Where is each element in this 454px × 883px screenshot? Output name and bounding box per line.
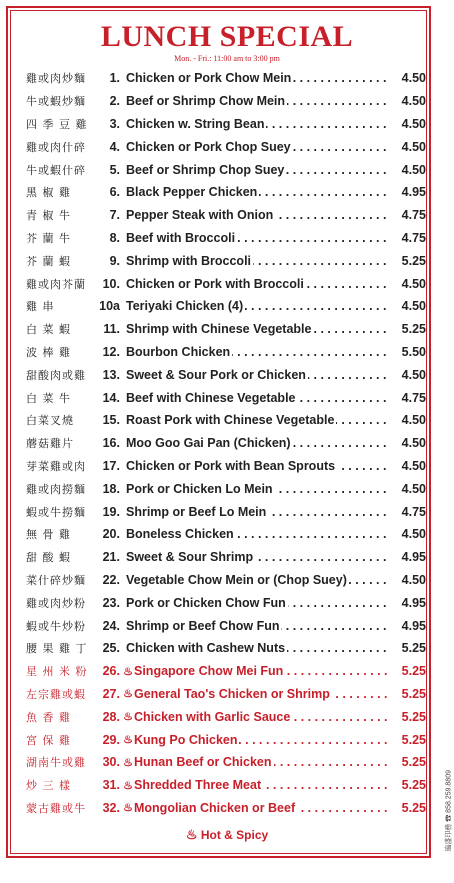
item-price: 5.25 xyxy=(401,322,426,337)
item-chinese-name: 湖南牛或雞 xyxy=(26,756,86,770)
item-name-text: Pork or Chicken Lo Mein xyxy=(126,481,273,496)
item-name xyxy=(126,94,388,108)
item-number: 19. xyxy=(102,504,120,519)
item-chinese-name: 魚 香 雞 xyxy=(26,710,71,724)
item-name-text: Chicken or Pork with Broccoli xyxy=(126,276,304,291)
item-name xyxy=(126,185,388,199)
item-price: 4.50 xyxy=(401,139,426,154)
legend xyxy=(0,827,454,843)
item-price: 5.25 xyxy=(401,686,426,701)
menu-item xyxy=(26,249,426,272)
item-number: 23. xyxy=(102,595,120,610)
item-chinese-name: 蒙古雞或牛 xyxy=(26,801,86,815)
item-price: 5.25 xyxy=(401,778,426,793)
item-name-text: Boneless Chicken xyxy=(126,527,234,542)
item-name xyxy=(126,117,388,131)
item-name xyxy=(126,619,388,633)
menu-item xyxy=(26,158,426,181)
item-name xyxy=(134,664,388,678)
item-price: 5.25 xyxy=(401,664,426,679)
hot-spicy-icon: ♨ xyxy=(123,756,133,769)
item-chinese-name: 四 季 豆 雞 xyxy=(26,117,88,131)
menu-item xyxy=(26,113,426,136)
hot-spicy-icon: ♨ xyxy=(185,827,198,842)
item-price: 5.25 xyxy=(401,709,426,724)
hot-spicy-icon: ♨ xyxy=(123,802,133,815)
item-chinese-name: 黑 椒 雞 xyxy=(26,186,71,200)
legend-label: Hot & Spicy xyxy=(200,828,269,842)
item-number: 17. xyxy=(102,458,120,473)
item-name-text: Chicken with Garlic Sauce xyxy=(134,709,291,724)
item-number: 10a xyxy=(99,299,120,314)
menu-item xyxy=(26,295,426,318)
item-price: 4.50 xyxy=(401,71,426,86)
menu-item xyxy=(26,386,426,409)
item-name xyxy=(126,527,388,541)
item-chinese-name: 芽菜雞或肉 xyxy=(26,459,86,473)
menu-item xyxy=(26,341,426,364)
item-number: 5. xyxy=(109,162,120,177)
item-chinese-name: 炒 三 樣 xyxy=(26,779,71,793)
item-name-text: General Tao's Chicken or Shrimp xyxy=(134,686,330,701)
item-name xyxy=(126,641,388,655)
item-number: 16. xyxy=(102,436,120,451)
item-name xyxy=(134,778,388,792)
page-title: LUNCH SPECIAL xyxy=(100,20,354,53)
item-chinese-name: 波 棒 雞 xyxy=(26,345,71,359)
item-chinese-name: 青 椒 牛 xyxy=(26,209,71,223)
item-name xyxy=(126,368,388,382)
item-chinese-name: 左宗雞或蝦 xyxy=(26,687,86,701)
item-price: 4.50 xyxy=(401,436,426,451)
item-number: 4. xyxy=(109,139,120,154)
item-name xyxy=(126,596,388,610)
item-price: 4.95 xyxy=(401,595,426,610)
item-chinese-name: 雞或肉炒粉 xyxy=(26,596,86,610)
item-price: 4.50 xyxy=(401,481,426,496)
item-price: 4.50 xyxy=(401,116,426,131)
item-name xyxy=(126,459,388,473)
menu-item xyxy=(26,751,426,774)
item-number: 31. xyxy=(102,778,120,793)
menu-item xyxy=(26,432,426,455)
item-name xyxy=(126,345,388,359)
item-price: 5.25 xyxy=(401,253,426,268)
item-price: 4.50 xyxy=(401,527,426,542)
menu-item xyxy=(26,637,426,660)
item-chinese-name: 雞或肉芥蘭 xyxy=(26,277,86,291)
menu-item xyxy=(26,227,426,250)
item-number: 7. xyxy=(109,208,120,223)
item-chinese-name: 雞 串 xyxy=(26,300,55,314)
menu-item xyxy=(26,363,426,386)
item-price: 4.75 xyxy=(401,390,426,405)
item-chinese-name: 甜 酸 蝦 xyxy=(26,551,71,565)
item-name xyxy=(126,277,388,291)
menu-item xyxy=(26,455,426,478)
item-number: 2. xyxy=(109,94,120,109)
item-price: 5.25 xyxy=(401,755,426,770)
menu-item xyxy=(26,705,426,728)
menu-item xyxy=(26,67,426,90)
item-name-text: Chicken or Pork Chow Mein xyxy=(126,71,292,86)
item-price: 4.50 xyxy=(401,458,426,473)
item-chinese-name: 無 骨 雞 xyxy=(26,528,71,542)
item-name-text: Beef or Shrimp Chow Mein xyxy=(126,94,286,109)
hours-text: Mon. - Fri.: 11:00 am to 3:00 pm xyxy=(174,54,280,63)
item-chinese-name: 蝦或牛炒粉 xyxy=(26,619,86,633)
item-number: 14. xyxy=(102,390,120,405)
item-number: 13. xyxy=(102,367,120,382)
hot-spicy-icon: ♨ xyxy=(123,779,133,792)
item-name-text: Shredded Three Meat xyxy=(134,778,262,793)
item-price: 4.95 xyxy=(401,618,426,633)
item-name-text: Singapore Chow Mei Fun xyxy=(134,664,284,679)
item-name xyxy=(126,505,388,519)
hot-spicy-icon: ♨ xyxy=(123,688,133,701)
item-number: 15. xyxy=(102,413,120,428)
item-name xyxy=(126,436,388,450)
item-number: 8. xyxy=(109,230,120,245)
item-price: 5.25 xyxy=(401,800,426,815)
menu-list xyxy=(26,67,426,819)
item-name xyxy=(126,482,388,496)
printer-note: 遍盛印務 ☎ 858.259.8809 xyxy=(446,770,453,852)
item-number: 26. xyxy=(102,664,120,679)
item-chinese-name: 牛或蝦炒麵 xyxy=(26,95,86,109)
item-price: 4.50 xyxy=(401,299,426,314)
item-price: 4.75 xyxy=(401,208,426,223)
item-name xyxy=(134,733,388,747)
item-price: 4.50 xyxy=(401,572,426,587)
item-name-text: Moo Goo Gai Pan (Chicken) xyxy=(126,436,291,451)
menu-item xyxy=(26,591,426,614)
item-price: 4.50 xyxy=(401,162,426,177)
item-chinese-name: 白菜叉燒 xyxy=(26,414,74,428)
menu-item xyxy=(26,569,426,592)
item-name-text: Chicken or Pork Chop Suey xyxy=(126,139,291,154)
item-chinese-name: 蘑菇雞片 xyxy=(26,437,74,451)
item-chinese-name: 雞或肉什碎 xyxy=(26,140,86,154)
item-number: 1. xyxy=(109,71,120,86)
hot-spicy-icon: ♨ xyxy=(123,734,133,746)
item-name-text: Mongolian Chicken or Beef xyxy=(134,800,296,815)
item-price: 5.25 xyxy=(401,641,426,656)
item-name xyxy=(126,573,388,587)
menu-item xyxy=(26,477,426,500)
item-name-text: Sweet & Sour Pork or Chicken xyxy=(126,367,306,382)
item-name-text: Pork or Chicken Chow Fun xyxy=(126,595,286,610)
item-chinese-name: 星 州 米 粉 xyxy=(26,665,88,679)
item-name-text: Sweet & Sour Shrimp xyxy=(126,550,254,565)
item-price: 5.25 xyxy=(401,732,426,747)
item-number: 24. xyxy=(102,618,120,633)
hot-spicy-icon: ♨ xyxy=(123,665,133,678)
item-price: 4.50 xyxy=(401,367,426,382)
item-chinese-name: 蝦或牛撈麵 xyxy=(26,505,86,519)
item-chinese-name: 白 菜 牛 xyxy=(26,391,71,405)
item-price: 4.95 xyxy=(401,550,426,565)
menu-item xyxy=(26,272,426,295)
item-price: 4.75 xyxy=(401,230,426,245)
menu-item xyxy=(26,90,426,113)
item-name xyxy=(126,140,388,154)
item-number: 9. xyxy=(109,253,120,268)
item-name-text: Shrimp or Beef Chow Fun xyxy=(126,618,280,633)
menu-item xyxy=(26,409,426,432)
item-chinese-name: 雞或肉撈麵 xyxy=(26,482,86,496)
menu-item xyxy=(26,500,426,523)
menu-item xyxy=(26,797,426,820)
menu-item xyxy=(26,683,426,706)
item-chinese-name: 牛或蝦什碎 xyxy=(26,163,86,177)
item-name xyxy=(134,755,388,769)
item-name xyxy=(126,231,388,245)
item-chinese-name: 芥 蘭 牛 xyxy=(26,231,71,245)
item-price: 4.95 xyxy=(401,185,426,200)
item-name xyxy=(126,391,388,405)
item-name xyxy=(126,208,388,222)
item-name-text: Beef with Chinese Vegetable xyxy=(126,390,296,405)
menu-item xyxy=(26,135,426,158)
menu-item xyxy=(26,546,426,569)
item-chinese-name: 宮 保 雞 xyxy=(26,733,71,747)
menu-item xyxy=(26,660,426,683)
item-chinese-name: 腰 果 雞 丁 xyxy=(26,642,88,656)
menu-item xyxy=(26,204,426,227)
item-price: 4.50 xyxy=(401,413,426,428)
menu-item xyxy=(26,774,426,797)
item-number: 22. xyxy=(102,572,120,587)
item-name-text: Hunan Beef or Chicken xyxy=(134,755,272,770)
item-number: 25. xyxy=(102,641,120,656)
item-name-text: Chicken w. String Bean xyxy=(126,116,265,131)
item-number: 27. xyxy=(102,686,120,701)
item-name xyxy=(126,322,388,336)
menu-item xyxy=(26,728,426,751)
item-number: 28. xyxy=(102,709,120,724)
item-number: 30. xyxy=(102,755,120,770)
item-chinese-name: 芥 蘭 蝦 xyxy=(26,254,71,268)
item-name-text: Shrimp with Chinese Vegetable xyxy=(126,322,312,337)
item-name-text: Teriyaki Chicken (4) xyxy=(126,299,244,314)
item-name-text: Beef or Shrimp Chop Suey xyxy=(126,162,285,177)
item-number: 21. xyxy=(102,550,120,565)
item-name xyxy=(126,299,388,313)
menu-item xyxy=(26,181,426,204)
item-number: 20. xyxy=(102,527,120,542)
item-name xyxy=(134,710,388,724)
item-chinese-name: 菜什碎炒麵 xyxy=(26,573,86,587)
hot-spicy-icon: ♨ xyxy=(123,711,133,724)
item-name-text: Bourbon Chicken xyxy=(126,344,231,359)
item-price: 4.75 xyxy=(401,504,426,519)
item-name xyxy=(126,254,388,268)
item-name-text: Black Pepper Chicken xyxy=(126,185,258,200)
item-chinese-name: 雞或肉炒麵 xyxy=(26,72,86,86)
item-name-text: Shrimp or Beef Lo Mein xyxy=(126,504,267,519)
item-price: 4.50 xyxy=(401,94,426,109)
item-number: 11. xyxy=(103,322,120,337)
item-number: 12. xyxy=(102,344,120,359)
item-price: 5.50 xyxy=(401,344,426,359)
item-number: 6. xyxy=(109,185,120,200)
item-number: 29. xyxy=(102,732,120,747)
item-name-text: Chicken with Cashew Nuts xyxy=(126,641,286,656)
item-name xyxy=(126,413,388,427)
item-name-text: Pepper Steak with Onion xyxy=(126,208,274,223)
item-number: 10. xyxy=(102,276,120,291)
item-number: 3. xyxy=(109,116,120,131)
item-name-text: Chicken or Pork with Bean Sprouts xyxy=(126,458,336,473)
item-name-text: Shrimp with Broccoli xyxy=(126,253,252,268)
item-name-text: Vegetable Chow Mein or (Chop Suey) xyxy=(126,572,347,587)
item-number: 18. xyxy=(102,481,120,496)
item-chinese-name: 甜酸肉或雞 xyxy=(26,368,86,382)
item-name xyxy=(134,687,388,701)
item-name xyxy=(126,163,388,177)
item-price: 4.50 xyxy=(401,276,426,291)
item-number: 32. xyxy=(102,800,120,815)
menu-item xyxy=(26,318,426,341)
item-name xyxy=(126,71,388,85)
item-name xyxy=(134,801,388,815)
menu-item xyxy=(26,523,426,546)
menu-item xyxy=(26,614,426,637)
item-name-text: Beef with Broccoli xyxy=(126,230,236,245)
item-name-text: Kung Po Chicken xyxy=(134,732,238,747)
item-name xyxy=(126,550,388,564)
item-chinese-name: 白 菜 蝦 xyxy=(26,323,71,337)
item-name-text: Roast Pork with Chinese Vegetable xyxy=(126,413,335,428)
